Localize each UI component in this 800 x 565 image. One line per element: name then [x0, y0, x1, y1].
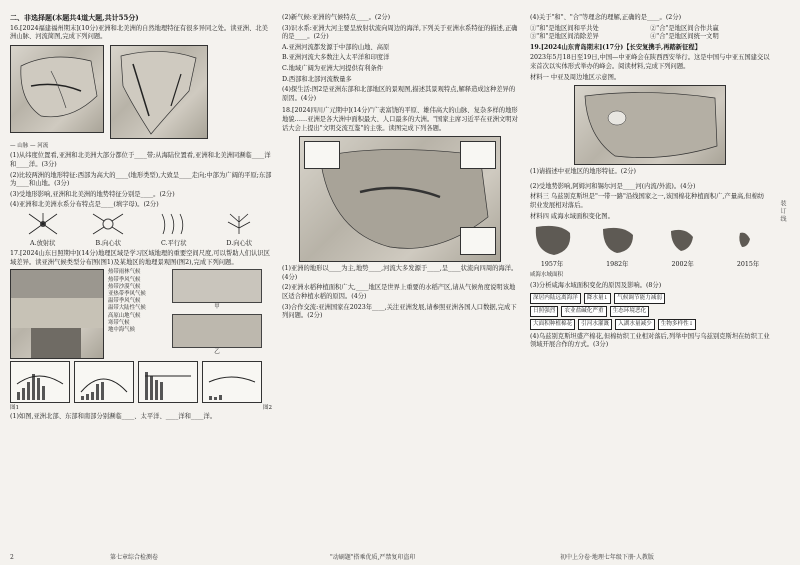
q18-part1: (1)亚洲的地形以____为主,地势____,河流大多发源于____,呈____状流向四周的海洋。(4分)	[282, 265, 518, 281]
legend-item: 亚热带季风气候	[108, 290, 146, 297]
q19-material3: 材料三 乌兹别克斯坦是"一带一路"沿线国家之一,该国棉花种植面积广,产量高,但棉纺织业发展相对落后。	[530, 193, 765, 209]
footer-middle: "动刷题"搭乘优质,严禁复印盗印	[330, 554, 416, 561]
aral-2015-shape	[726, 223, 770, 257]
legend-item: 地中海气候	[108, 326, 135, 333]
flow-box: 生态环境恶化	[610, 306, 650, 317]
climate-legend	[108, 269, 168, 359]
flow-box: 生物多样性↓	[658, 319, 697, 330]
aral-1982	[595, 223, 639, 269]
footer-right: 初中上分卷·地理七年级下册·人教版	[560, 554, 654, 561]
climate-chart-d-bars	[203, 362, 261, 402]
asia-terrain-map	[299, 136, 501, 262]
legend-item: 温带季风气候	[108, 298, 141, 305]
map-inset-chart-3	[460, 227, 496, 255]
drainage-parallel-icon	[157, 212, 191, 236]
north-america-map	[110, 45, 208, 139]
q19-part3: (3)分析咸海水域面积变化的原因及影响。(8分)	[530, 281, 662, 289]
q18-opt-3: ③"和"是地区间消除差异	[530, 33, 599, 41]
photo-yi-label: 乙	[214, 348, 220, 355]
q19-part2: (2)受地势影响,阿姆河和锡尔河是____河(内流/外流)。(4分)	[530, 182, 696, 190]
q17-part1: (1)如图,亚洲北部、东部和南部分别濒临____、太平洋、____洋和____洋。	[10, 412, 217, 420]
q18-opt-1: ①"和"是地区间和平共处	[530, 24, 599, 32]
landscape-photos	[172, 269, 262, 359]
flow-box: 入湖水量减少	[615, 319, 655, 330]
legend-item: 寒带气候	[108, 319, 130, 326]
climate-chart-a	[10, 361, 70, 403]
q17-option-c: C.地域广阔为亚洲大河提供有利条件	[282, 64, 384, 72]
aral-2002-shape	[661, 223, 705, 257]
q17-head: 17.[2024山东日照期中](14分)地理区域是学习区域地理的重要空间尺度,可以帮助人们认识区域差异。读亚洲气候类型分布图(图1)及某地区的地理景观图(图2),完成下列问题。	[10, 250, 270, 266]
asia-climate-map	[10, 269, 104, 359]
q18-part3: (3)合作交流:亚洲国家在2023年____,关注亚洲发展,请参照亚洲各国人口数据,完成下列问题。(2分)	[282, 303, 517, 320]
aral-2002	[661, 223, 705, 269]
column-left	[10, 14, 272, 424]
q16-option-images	[10, 212, 272, 248]
aral-2002-label: 2002年	[671, 260, 694, 268]
q19-material4: 材料四 咸海水域面积变化图。	[530, 212, 614, 220]
aral-2015	[726, 223, 770, 269]
flow-box: 大面积种植棉花	[530, 319, 575, 330]
binding-line-label: 装 订 线	[779, 200, 786, 222]
q16-head: 16.[2024福建福州期末](10分)亚洲和北美洲的自然地理特征有很多异同之处。读亚洲、北美洲山脉、河流简图,完成下列问题。	[10, 24, 268, 41]
q19-part4: (4)乌兹别克斯坦盛产棉花,但棉纺织工业相对落后,列举中国与乌兹别克斯坦在纺织工业领域开展合作的方式。(3分)	[530, 332, 770, 349]
climate-chart-d	[202, 361, 262, 403]
asia-map-figure	[11, 46, 103, 132]
legend-item: 热带沙漠气候	[108, 283, 141, 290]
climate-chart-b-bars	[75, 362, 133, 402]
climate-chart-c-bars	[139, 362, 197, 402]
q18-opt-2: ②"合"是地区间合作共赢	[650, 24, 719, 32]
q18-options	[530, 25, 770, 42]
q17-part3: (3)识水系:亚洲大河主要呈放射状流向周边的海洋,下列关于亚洲水系特征的描述,正确的是____。(2分)	[282, 24, 518, 41]
climate-chart-b	[74, 361, 134, 403]
flow-box: 农业盐碱化严重	[561, 306, 606, 317]
photo-jia	[172, 269, 262, 303]
q19-head: 19.[2024山东青岛期末](17分)【长安复携手,再踏新征程】	[530, 43, 701, 51]
column-middle	[282, 14, 518, 323]
legend-item: 高原山地气候	[108, 312, 141, 319]
aral-2015-label: 2015年	[736, 260, 760, 268]
photo-yi	[172, 314, 262, 348]
q19-material1: 材料一 中亚及周边地区示意图。	[530, 73, 621, 81]
drainage-centripetal-icon	[91, 212, 125, 236]
aral-1982-shape	[595, 223, 639, 257]
aral-1957-label: 1957年	[540, 260, 564, 268]
q16-option-a: A.放射状	[30, 239, 56, 247]
q16-option-b: B.向心状	[95, 239, 122, 247]
aral-1957-shape	[530, 223, 574, 257]
legend-item: 温带大陆性气候	[108, 305, 146, 312]
aral-legend: 咸海水域面积	[530, 272, 564, 279]
legend-item: 热带雨林气候	[108, 269, 141, 276]
flow-box: 降水量↓	[584, 293, 611, 304]
q19-part1: (1)请描述中亚地区的地形特征。(2分)	[530, 168, 636, 176]
climate-chart-a-bars	[11, 362, 69, 402]
binding-line	[778, 0, 790, 565]
flow-box: 深居内陆远离海洋	[530, 293, 581, 304]
flow-box: 气候调节能力减弱	[614, 293, 665, 304]
q17-option-d: D.西部和北部河流数量多	[282, 75, 352, 83]
drainage-radial-icon	[26, 212, 60, 236]
q17-part4: (4)探生活:图2是亚洲东部和北部地区的景观图,描述其景观特点,解释造成这种差异的原因。(4分)	[282, 86, 516, 102]
climate-map-figure	[11, 270, 103, 358]
central-asia-figure	[575, 86, 725, 164]
column-right	[530, 14, 770, 352]
q19-intro: 2023年5月18日至19日,中国—中亚峰会在陕西西安举行。这是中国与中亚五国建交以来首次以实体形式举办的峰会。阅读材料,完成下列问题。	[530, 54, 770, 70]
legend-item: 热带季风气候	[108, 276, 141, 283]
aral-sea-maps	[530, 223, 770, 269]
q18-part2: (2)亚洲水稻种植面积广大,____地区是世界上重要的水稻产区,请从气候角度说明该地区适合种植水稻的原因。(4分)	[282, 284, 516, 300]
q18-opt-4: ④"合"是地区间统一文明	[650, 33, 719, 41]
q16-map-legend: — 山脉 — 河流	[10, 142, 49, 149]
section-title: 二、非选择题(本题共4道大题,共计55分)	[10, 13, 139, 22]
q17-option-a: A.亚洲河流都发源于中部的山地、高原	[282, 43, 390, 51]
climate-charts	[10, 361, 272, 403]
q16-part1: (1)从纬度位置看,亚洲和北美洲大部分都位于____带;从海陆位置看,亚洲和北美洲同濒临____洋和____洋。(3分)	[10, 152, 271, 168]
north-america-map-figure	[111, 46, 207, 138]
q18-head: 18.[2024四川广元期中](14分)"广袤富饶的平原、雄伟高大的山脉、复杂多样的地形地貌……亚洲是各大洲中面积最大、人口最多的大洲。"国家主席习近平在亚洲文明对话大会上提出"文明交流互鉴"的主张。读图完成下列各题。	[282, 107, 518, 132]
flow-box: 引河水灌溉	[578, 319, 612, 330]
aral-1982-label: 1982年	[606, 260, 629, 268]
flow-box: 日照强烈	[530, 306, 558, 317]
drainage-dendritic-icon	[222, 212, 256, 236]
asia-map	[10, 45, 104, 133]
climate-chart-c	[138, 361, 198, 403]
q16-part4: (4)亚洲和北美洲水系分布特点是____(填字母)。(2分)	[10, 201, 159, 209]
q16-option-d: D.向心状	[226, 239, 253, 247]
q17-part2: (2)新气候:亚洲的气候特点____。(2分)	[282, 14, 391, 21]
photo-jia-label: 甲	[214, 304, 220, 311]
q16-option-c: C.平行状	[161, 239, 187, 247]
fig1-label: 图1	[10, 405, 19, 412]
aral-1957	[530, 223, 574, 269]
q18-part4: (4)关于"和"、"合"等理念的理解,正确的是____。(2分)	[530, 14, 682, 21]
map-inset-chart-1	[304, 141, 340, 169]
page-number: 2	[10, 554, 14, 561]
cause-effect-flowchart	[530, 293, 770, 330]
footer-left: 第七章综合检测卷	[110, 554, 159, 561]
map-inset-chart-2	[460, 141, 496, 169]
central-asia-map	[574, 85, 726, 165]
q17-option-b: B.亚洲河流大多数注入太平洋和印度洋	[282, 54, 390, 62]
fig2-label: 图2	[263, 405, 272, 412]
q16-part3: (3)受地形影响,亚洲和北美洲的地势特征分别是____。(2分)	[10, 190, 175, 198]
q16-part2: (2)比较两洲的地形特征:西部为高大的____(地形类型),大致呈____走向;中部为广阔的平原;东部为____和山地。(3分)	[10, 171, 272, 188]
